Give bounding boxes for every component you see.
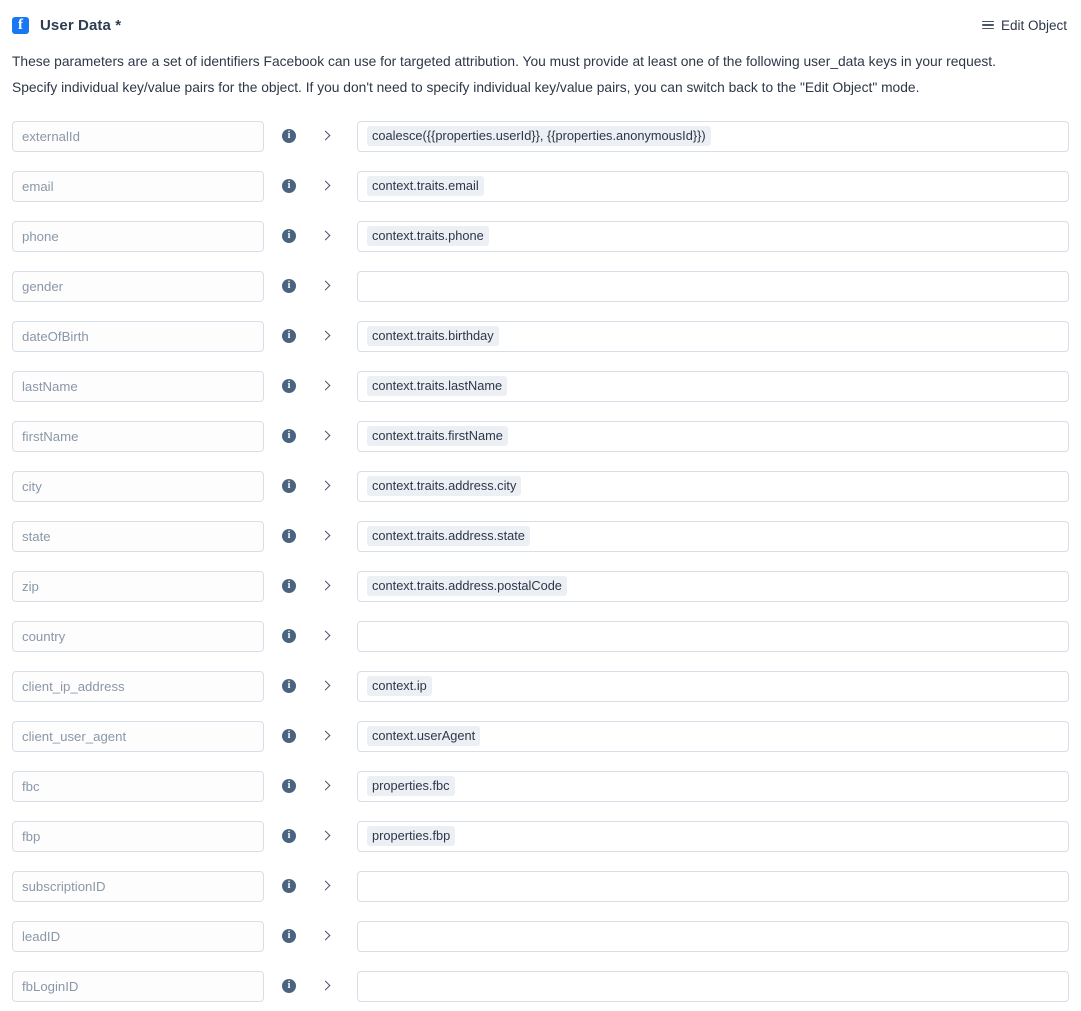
value-input[interactable] <box>357 921 1069 952</box>
value-input[interactable] <box>357 471 1069 502</box>
value-input[interactable] <box>357 721 1069 752</box>
key-input[interactable] <box>12 621 264 652</box>
key-input[interactable] <box>12 321 264 352</box>
info-icon[interactable]: i <box>282 179 296 193</box>
key-input[interactable] <box>12 171 264 202</box>
key-value-row <box>12 961 1069 1011</box>
key-value-row <box>12 661 1069 711</box>
value-input[interactable] <box>357 521 1069 552</box>
panel-description <box>0 40 1070 101</box>
value-input[interactable] <box>357 671 1069 702</box>
value-token: context.traits.email <box>367 176 484 196</box>
chevron-right-icon[interactable] <box>321 229 332 243</box>
chevron-right-icon[interactable] <box>321 879 332 893</box>
info-icon[interactable]: i <box>282 229 296 243</box>
key-input[interactable] <box>12 271 264 302</box>
chevron-right-icon[interactable] <box>321 629 332 643</box>
value-input[interactable] <box>357 571 1069 602</box>
value-input[interactable] <box>357 271 1069 302</box>
key-value-row <box>12 911 1069 961</box>
chevron-right-icon[interactable] <box>321 529 332 543</box>
key-value-row <box>12 761 1069 811</box>
key-input[interactable] <box>12 671 264 702</box>
info-icon[interactable]: i <box>282 929 296 943</box>
key-value-row <box>12 211 1069 261</box>
key-value-row <box>12 461 1069 511</box>
description-line-2: Specify individual key/value pairs for the object. If you don't need to specify individual key/value pairs, you can switch back to the "Edit Object" mode. <box>12 80 920 95</box>
info-icon[interactable]: i <box>282 629 296 643</box>
chevron-right-icon[interactable] <box>321 679 332 693</box>
chevron-right-icon[interactable] <box>321 379 332 393</box>
value-token: context.traits.address.postalCode <box>367 576 567 596</box>
value-input[interactable] <box>357 621 1069 652</box>
key-input[interactable] <box>12 371 264 402</box>
key-value-row <box>12 361 1069 411</box>
info-icon[interactable]: i <box>282 379 296 393</box>
facebook-icon: f <box>12 17 29 34</box>
value-input[interactable] <box>357 221 1069 252</box>
info-icon[interactable]: i <box>282 879 296 893</box>
info-icon[interactable]: i <box>282 529 296 543</box>
key-input[interactable] <box>12 571 264 602</box>
info-icon[interactable]: i <box>282 729 296 743</box>
key-value-row <box>12 111 1069 161</box>
edit-object-label: Edit Object <box>1000 17 1067 33</box>
edit-object-button[interactable] <box>982 18 1069 33</box>
chevron-right-icon[interactable] <box>321 479 332 493</box>
value-input[interactable] <box>357 971 1069 1002</box>
info-icon[interactable]: i <box>282 479 296 493</box>
value-token: context.traits.firstName <box>367 426 508 446</box>
page-title: User Data * <box>40 16 122 34</box>
value-input[interactable] <box>357 121 1069 152</box>
info-icon[interactable]: i <box>282 129 296 143</box>
value-input[interactable] <box>357 321 1069 352</box>
chevron-right-icon[interactable] <box>321 329 332 343</box>
chevron-right-icon[interactable] <box>321 179 332 193</box>
info-icon[interactable]: i <box>282 329 296 343</box>
key-input[interactable] <box>12 521 264 552</box>
value-token: context.traits.address.state <box>367 526 530 546</box>
info-icon[interactable]: i <box>282 679 296 693</box>
list-icon <box>982 21 994 30</box>
chevron-right-icon[interactable] <box>321 129 332 143</box>
key-value-row <box>12 411 1069 461</box>
description-line-1: These parameters are a set of identifiers Facebook can use for targeted attribution. You must provide at least one of the following user_data keys in your request. <box>12 54 996 69</box>
value-token: context.traits.lastName <box>367 376 507 396</box>
key-input[interactable] <box>12 421 264 452</box>
value-token: context.traits.phone <box>367 226 489 246</box>
value-token: context.userAgent <box>367 726 480 746</box>
key-value-row <box>12 511 1069 561</box>
value-input[interactable] <box>357 371 1069 402</box>
value-token: context.traits.address.city <box>367 476 521 496</box>
value-input[interactable] <box>357 821 1069 852</box>
key-value-row <box>12 711 1069 761</box>
key-value-row <box>12 311 1069 361</box>
chevron-right-icon[interactable] <box>321 279 332 293</box>
value-input[interactable] <box>357 421 1069 452</box>
key-input[interactable] <box>12 971 264 1002</box>
info-icon[interactable]: i <box>282 279 296 293</box>
key-value-row <box>12 811 1069 861</box>
chevron-right-icon[interactable] <box>321 779 332 793</box>
info-icon[interactable]: i <box>282 779 296 793</box>
info-icon[interactable]: i <box>282 579 296 593</box>
value-token: context.ip <box>367 676 432 696</box>
value-token: context.traits.birthday <box>367 326 499 346</box>
value-token: coalesce({{properties.userId}}, {{properties.anonymousId}}) <box>367 126 711 146</box>
key-value-row <box>12 861 1069 911</box>
chevron-right-icon[interactable] <box>321 729 332 743</box>
key-value-rows <box>0 101 1081 1011</box>
chevron-right-icon[interactable] <box>321 829 332 843</box>
value-input[interactable] <box>357 771 1069 802</box>
key-value-row <box>12 161 1069 211</box>
value-token: properties.fbp <box>367 826 455 846</box>
key-input[interactable] <box>12 221 264 252</box>
key-input[interactable] <box>12 821 264 852</box>
chevron-right-icon[interactable] <box>321 979 332 993</box>
value-input[interactable] <box>357 171 1069 202</box>
key-input[interactable] <box>12 121 264 152</box>
key-value-row <box>12 261 1069 311</box>
key-input[interactable] <box>12 871 264 902</box>
key-input[interactable] <box>12 921 264 952</box>
chevron-right-icon[interactable] <box>321 579 332 593</box>
key-input[interactable] <box>12 721 264 752</box>
panel-header <box>0 0 1081 40</box>
key-input[interactable] <box>12 771 264 802</box>
chevron-right-icon[interactable] <box>321 929 332 943</box>
info-icon[interactable]: i <box>282 429 296 443</box>
key-input[interactable] <box>12 471 264 502</box>
key-value-row <box>12 561 1069 611</box>
value-token: properties.fbc <box>367 776 455 796</box>
chevron-right-icon[interactable] <box>321 429 332 443</box>
info-icon[interactable]: i <box>282 829 296 843</box>
info-icon[interactable]: i <box>282 979 296 993</box>
value-input[interactable] <box>357 871 1069 902</box>
key-value-row <box>12 611 1069 661</box>
